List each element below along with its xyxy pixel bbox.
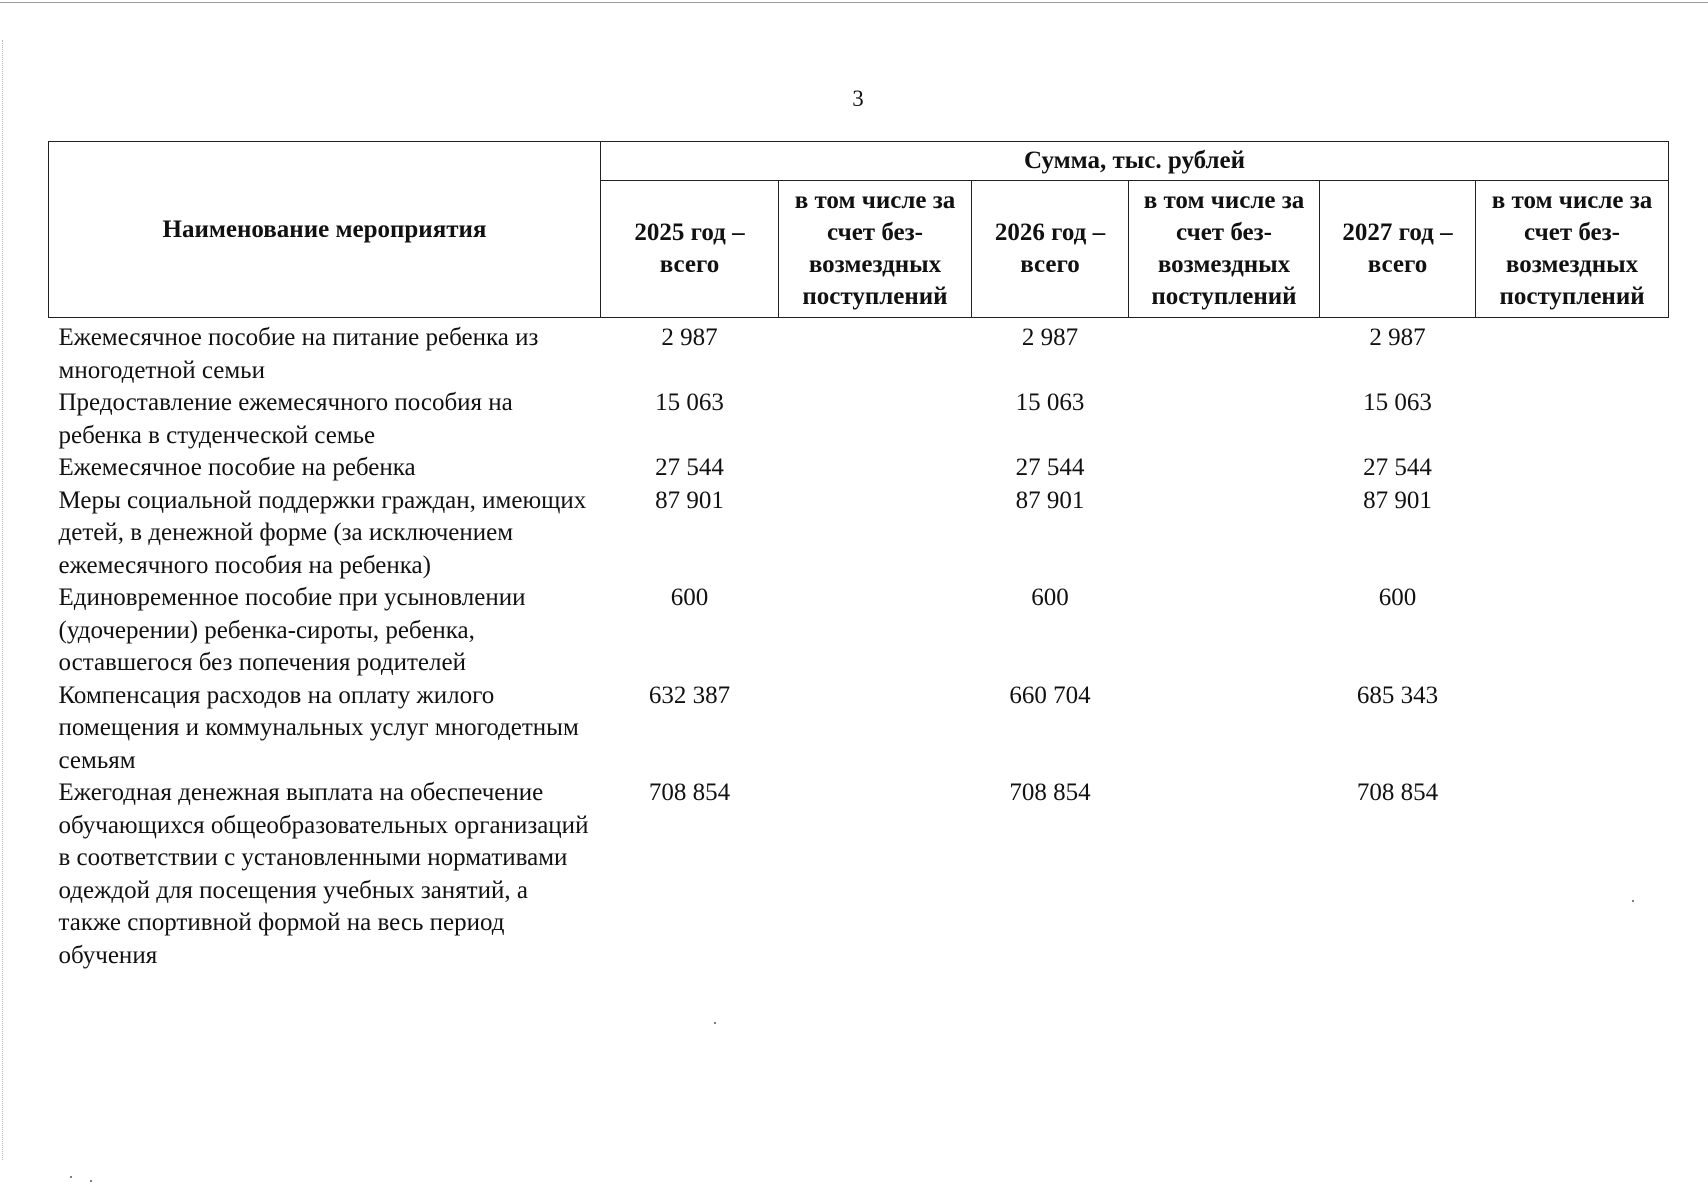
table-row	[49, 485, 1669, 583]
amount-cell-y2027-free	[1476, 582, 1669, 680]
amount-cell-y2026: 708 854	[1009, 779, 1091, 806]
measure-name-cell: Ежегодная денежная выплата на обеспечение обучающихся общеобразовательных организаций в соответствии с установленными нормативами одеждой для посещения учебных занятий, а также спортивной формой на весь период обучения	[58, 779, 589, 969]
amount-cell-y2025-free	[779, 582, 972, 680]
amount-cell-y2025: 87 901	[655, 486, 724, 514]
header-name-column: Наименование мероприятия	[49, 142, 601, 318]
amount-cell-y2027-free	[1476, 680, 1669, 778]
amount-cell-y2026: 660 704	[1009, 681, 1091, 709]
measure-name-cell: Предоставление ежемесячного пособия на ребенка в студенческой семье	[58, 389, 513, 449]
table-header	[49, 142, 1669, 318]
header-2027-free-receipts: в том числе за счет без- возмездных поступлений	[1476, 181, 1669, 318]
table-body	[49, 318, 1669, 973]
scan-speck	[714, 1022, 716, 1024]
header-sum-title: Сумма, тыс. рублей	[601, 142, 1669, 181]
amount-cell-y2026: 600	[1031, 584, 1069, 611]
amount-cell-y2027-free	[1476, 387, 1669, 452]
scan-speck	[1632, 900, 1634, 902]
amount-cell-y2027: 27 544	[1363, 454, 1432, 481]
amount-cell-y2026-free	[1129, 777, 1320, 972]
amount-cell-y2026-free	[1129, 485, 1320, 583]
scan-speck	[70, 1176, 72, 1178]
amount-cell-y2025-free	[779, 387, 972, 452]
measure-name-cell: Ежемесячное пособие на питание ребенка из многодетной семьи	[58, 324, 539, 384]
amount-cell-y2027: 15 063	[1363, 389, 1432, 416]
table-row	[49, 318, 1669, 388]
table-row	[49, 387, 1669, 452]
amount-cell-y2026: 15 063	[1015, 389, 1085, 416]
amount-cell-y2026-free	[1129, 582, 1320, 680]
amount-cell-y2027: 708 854	[1356, 779, 1439, 806]
amount-cell-y2025-free	[779, 318, 972, 388]
header-2026-total: 2026 год – всего	[972, 181, 1129, 318]
header-2027-total: 2027 год – всего	[1320, 181, 1476, 318]
header-2026-free-receipts: в том числе за счет без- возмездных поступлений	[1129, 181, 1320, 318]
amount-cell-y2027: 2 987	[1369, 324, 1426, 351]
page-number: 3	[852, 86, 864, 111]
measure-name-cell: Единовременное пособие при усыновлении (удочерении) ребенка-сироты, ребенка, оставшегося без попечения родителей	[58, 584, 526, 676]
amount-cell-y2026-free	[1129, 452, 1320, 485]
amount-cell-y2025: 600	[670, 584, 709, 611]
amount-cell-y2025-free	[779, 485, 972, 583]
amount-cell-y2026: 2 987	[1021, 324, 1079, 351]
header-2025-free-receipts: в том числе за счет без- возмездных поступлений	[779, 181, 972, 318]
amount-cell-y2025: 27 544	[655, 454, 724, 481]
amount-cell-y2027-free	[1476, 452, 1669, 485]
amount-cell-y2025: 2 987	[661, 324, 718, 351]
amount-cell-y2026-free	[1129, 318, 1320, 388]
amount-cell-y2025-free	[779, 680, 972, 778]
amount-cell-y2027-free	[1476, 318, 1669, 388]
measure-name-cell: Меры социальной поддержки граждан, имеющих детей, в денежной форме (за исключением ежемесячного пособия на ребенка)	[58, 486, 587, 579]
header-2025-total: 2025 год – всего	[601, 181, 779, 318]
amount-cell-y2025: 632 387	[648, 681, 731, 709]
table-row	[49, 452, 1669, 485]
table-row	[49, 680, 1669, 778]
amount-cell-y2026: 87 901	[1015, 486, 1085, 514]
page-top-edge	[0, 2, 1708, 3]
amount-cell-y2025: 708 854	[648, 779, 731, 806]
amount-cell-y2026-free	[1129, 387, 1320, 452]
amount-cell-y2026: 27 544	[1015, 454, 1085, 481]
page-left-edge	[2, 40, 3, 1160]
measure-name-cell: Компенсация расходов на оплату жилого помещения и коммунальных услуг многодетным семьям	[58, 681, 579, 774]
scan-speck	[90, 1180, 92, 1182]
amount-cell-y2027: 600	[1378, 584, 1417, 611]
amount-cell-y2025: 15 063	[655, 389, 724, 416]
budget-table	[48, 141, 1669, 972]
table-row	[49, 582, 1669, 680]
amount-cell-y2025-free	[779, 777, 972, 972]
table-row	[49, 777, 1669, 972]
amount-cell-y2027: 685 343	[1356, 681, 1439, 709]
amount-cell-y2027-free	[1476, 777, 1669, 972]
amount-cell-y2027: 87 901	[1363, 486, 1432, 514]
amount-cell-y2025-free	[779, 452, 972, 485]
measure-name-cell: Ежемесячное пособие на ребенка	[58, 454, 416, 481]
amount-cell-y2027-free	[1476, 485, 1669, 583]
amount-cell-y2026-free	[1129, 680, 1320, 778]
